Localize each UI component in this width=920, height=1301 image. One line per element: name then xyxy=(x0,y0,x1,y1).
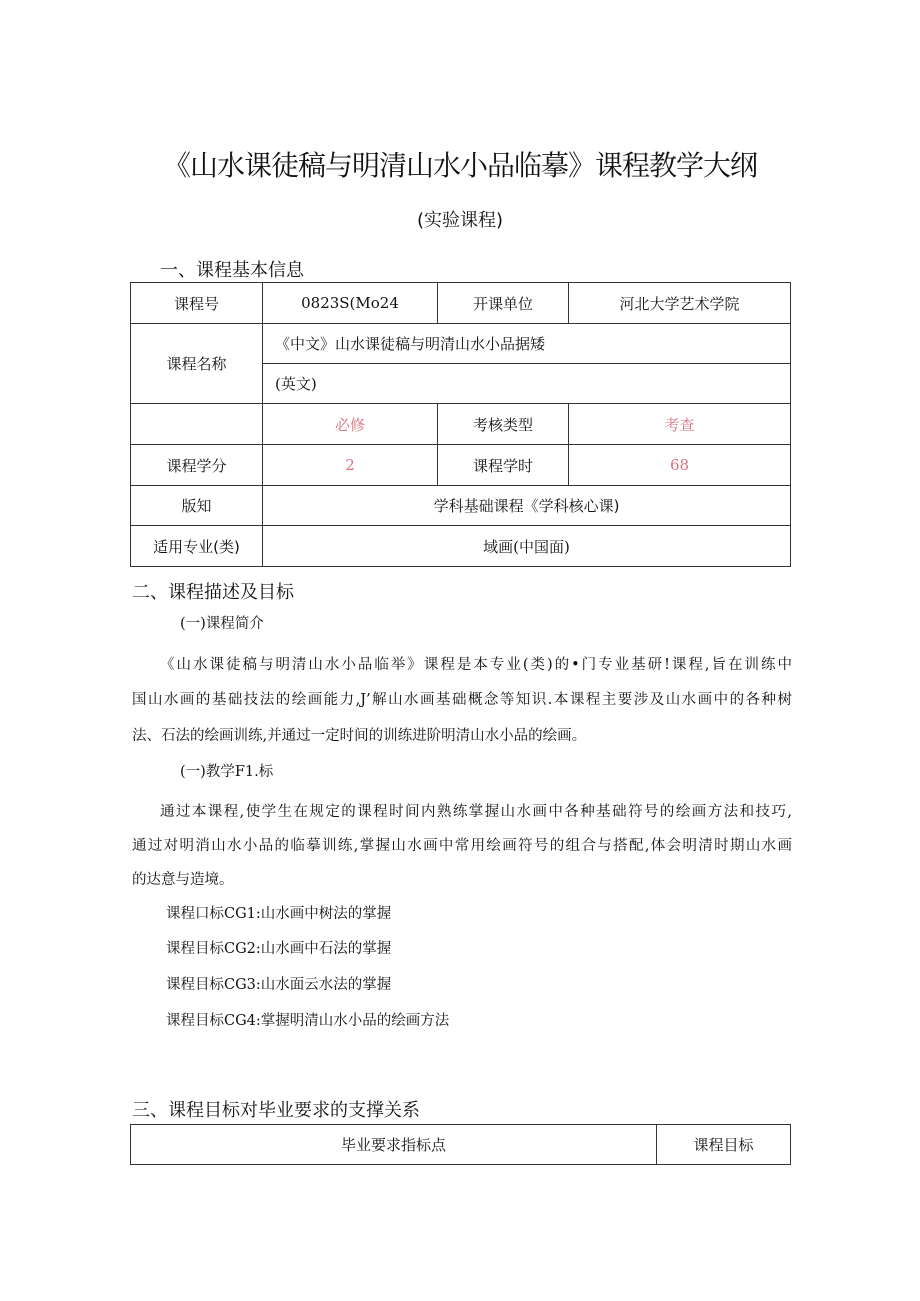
course-category-value: 学科基础课程《学科核心课) xyxy=(263,486,791,526)
course-objective-header: 课程目标 xyxy=(657,1125,791,1165)
offering-unit-label: 开课单位 xyxy=(438,283,569,324)
course-code-label: 课程号 xyxy=(131,283,263,324)
objective-item: 课程目标CG4:掌握明清山水小品的绘画方法 xyxy=(166,1013,450,1029)
table-row xyxy=(131,324,791,364)
exam-type-label: 考核类型 xyxy=(438,404,569,445)
table-row xyxy=(131,445,791,486)
course-name-en: (英文) xyxy=(263,364,791,404)
table-row xyxy=(131,404,791,445)
course-hours-label: 课程学时 xyxy=(438,445,569,486)
objective-item: 课程目标CG3:山水面云水法的掌握 xyxy=(166,977,392,993)
course-code-value: 0823S(Mo24 xyxy=(263,283,438,324)
intro-line: 《山水课徒稿与明清山水小品临举》课程是本专业(类)的•门专业基研!课程,旨在训练中 xyxy=(160,657,792,673)
intro-line: 国山水画的基础技法的绘画能力,J’解山水画基础概念等知识.本课程主要涉及山水画中的各种树 xyxy=(132,692,792,708)
goal-line: 通过对明消山水小品的临摹训练,掌握山水画中常用绘画符号的组合与搭配,体会明清时期山水画 xyxy=(132,838,792,854)
table-row xyxy=(131,1125,791,1165)
course-info-table xyxy=(130,282,791,567)
goal-line: 的达意与造境。 xyxy=(132,872,234,888)
applicable-major-label: 适用专业(类) xyxy=(131,526,263,567)
offering-unit-value: 河北大学艺术学院 xyxy=(569,283,791,324)
goal-line: 通过本课程,使学生在规定的课程时间内熟练掌握山水画中各种基础符号的绘画方法和技巧, xyxy=(160,804,792,820)
course-credit-value: 2 xyxy=(263,445,438,486)
goal-heading: (一)教学F1.标 xyxy=(180,764,274,780)
graduation-requirement-table xyxy=(130,1124,791,1165)
course-nature-label xyxy=(131,404,263,445)
objective-item: 课程口标CG1:山水画中树法的掌握 xyxy=(166,906,392,922)
objective-item: 课程目标CG2:山水画中石法的掌握 xyxy=(166,941,392,957)
table-row xyxy=(131,526,791,567)
course-hours-value: 68 xyxy=(569,445,791,486)
course-category-label: 版知 xyxy=(131,486,263,526)
applicable-major-value: 域画(中国面) xyxy=(263,526,791,567)
section-heading-support: 三、课程目标对毕业要求的支撑关系 xyxy=(132,1100,420,1121)
intro-heading: (一)课程简介 xyxy=(180,616,264,632)
course-requirement-value: 必修 xyxy=(263,404,438,445)
table-row xyxy=(131,283,791,324)
course-name-cn: 《中文》山水课徒稿与明清山水小品据矮 xyxy=(263,324,791,364)
exam-type-value: 考查 xyxy=(569,404,791,445)
intro-line: 法、石法的绘画训练,并通过一定时间的训练进阶明清山水小品的绘画。 xyxy=(132,728,587,744)
course-credit-label: 课程学分 xyxy=(131,445,263,486)
page-subtitle: (实验课程) xyxy=(416,210,504,231)
page-title: 《山水课徒稿与明清山水小品临摹》课程教学大纲 xyxy=(162,149,757,182)
course-name-label: 课程名称 xyxy=(131,324,263,404)
requirement-indicator-header: 毕业要求指标点 xyxy=(131,1125,657,1165)
section-heading-description: 二、课程描述及目标 xyxy=(132,582,294,603)
section-heading-basic-info: 一、课程基本信息 xyxy=(160,260,304,281)
table-row xyxy=(131,486,791,526)
